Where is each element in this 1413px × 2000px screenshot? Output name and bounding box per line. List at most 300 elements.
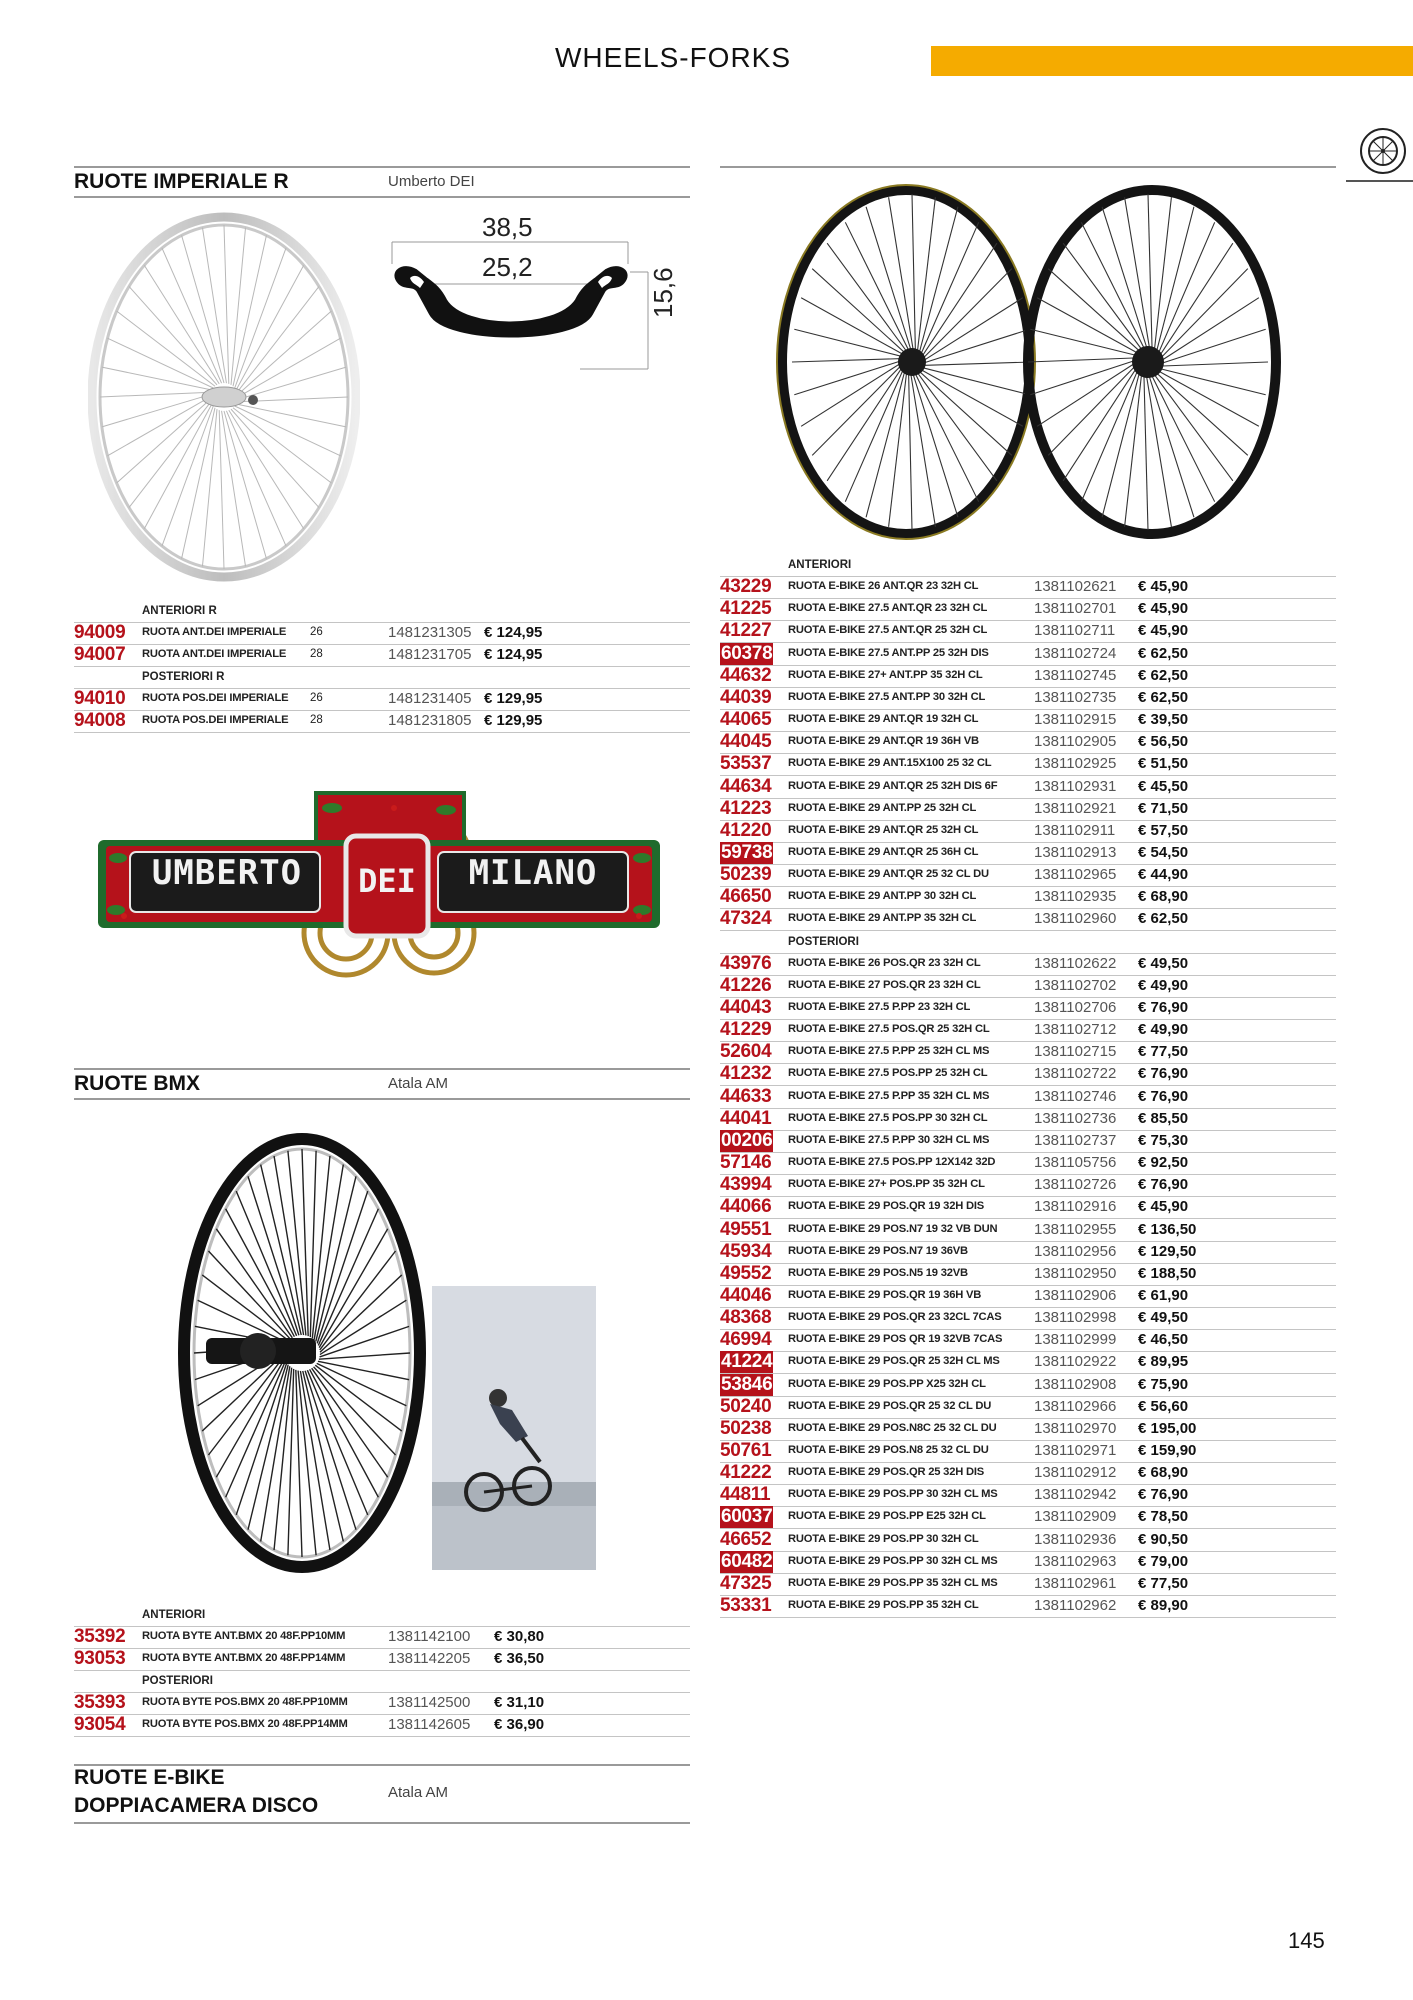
wheel-spoke [129,286,217,384]
article-number: 1381102712 [1034,1021,1117,1039]
article-number: 1481231305 [388,624,472,641]
table-row [720,665,1336,688]
product-code: 60378 [721,642,773,664]
product-description: RUOTA E-BIKE 29 POS.PP 30 32H CL MS [788,1488,998,1501]
table-row [720,1529,1336,1552]
article-number: 1381102906 [1034,1286,1117,1304]
product-price: € 75,30 [1138,1131,1189,1149]
product-code: 49552 [720,1262,772,1284]
product-code: 46652 [720,1528,772,1550]
product-price: € 76,90 [1138,999,1189,1016]
product-price: € 45,90 [1138,600,1189,618]
product-code: 50239 [720,864,772,886]
product-description: RUOTA E-BIKE 29 POS.PP X25 32H CL [788,1377,986,1390]
product-description: RUOTA E-BIKE 27.5 POS.PP 30 32H CL [788,1111,988,1124]
bmx-table [74,1604,690,1736]
article-number: 1381102913 [1034,843,1117,861]
product-price: € 89,90 [1138,1597,1189,1615]
product-price: € 195,00 [1138,1419,1197,1437]
product-code: 52604 [720,1041,772,1063]
article-number: 1381102746 [1034,1087,1117,1105]
product-price: € 75,90 [1138,1375,1189,1393]
table-row [720,953,1336,976]
article-number: 1381102962 [1034,1597,1117,1615]
product-description: RUOTA E-BIKE 29 POS.QR 23 32CL 7CAS [788,1311,1002,1324]
product-description: RUOTA POS.DEI IMPERIALE [142,714,289,726]
article-number: 1381102931 [1034,777,1117,795]
ebike-table [720,554,1336,1617]
product-code: 60482 [721,1550,773,1572]
wheel-spoke [1148,194,1152,351]
article-number: 1381102950 [1034,1264,1117,1282]
product-price: € 68,90 [1138,1464,1189,1482]
page-title: WHEELS-FORKS [555,42,792,73]
table-row [720,731,1336,754]
product-code: 44041 [720,1107,772,1129]
wheel-spoke [117,311,215,386]
wheel-spoke [910,372,935,527]
table-row [720,1285,1336,1308]
product-price: € 46,50 [1138,1331,1189,1349]
product-price: € 51,50 [1138,755,1189,773]
article-number: 1481231405 [388,690,472,707]
product-code: 44633 [720,1085,772,1107]
page-number: 145 [1288,1928,1325,1953]
product-price: € 76,90 [1138,1087,1189,1105]
product-description: RUOTA E-BIKE 29 POS.QR 25 32H CL MS [788,1355,1000,1368]
article-number: 1381142205 [388,1650,471,1667]
wheel-spoke [889,371,907,527]
brand-imperiale: Umberto DEI [388,173,475,190]
wheel-spoke [310,1369,379,1497]
product-price: € 44,90 [1138,866,1189,884]
article-number: 1381102965 [1034,866,1117,884]
imperiale-table [74,600,690,732]
wheel-spoke [182,235,224,383]
product-description: RUOTA E-BIKE 29 POS.QR 25 32 CL DU [788,1399,992,1412]
article-number: 1381105756 [1034,1154,1117,1172]
article-number: 1381102970 [1034,1419,1117,1437]
table-row [720,886,1336,909]
product-code: 41224 [721,1351,773,1373]
article-number: 1381102963 [1034,1552,1117,1570]
product-description: RUOTA E-BIKE 29 POS.N8 25 32 CL DU [788,1444,989,1456]
wheel-spoke [314,1367,396,1455]
product-description: RUOTA E-BIKE 29 POS.QR 19 32H DIS [788,1200,985,1213]
product-code: 44632 [720,664,772,686]
product-code: 41225 [720,598,772,620]
article-number: 1381102925 [1034,755,1117,773]
product-code: 44066 [720,1196,772,1218]
product-price: € 36,90 [494,1716,545,1733]
table-row [720,1241,1336,1264]
group-label [74,1670,690,1693]
section-divider [74,166,690,168]
wheel-spoke [889,197,914,352]
product-code: 00206 [721,1129,773,1151]
product-price: € 62,50 [1138,910,1189,928]
wheel-spoke [238,338,341,397]
wheel-spoke [1125,197,1150,350]
product-code: 43976 [720,952,772,974]
product-price: € 39,50 [1138,711,1189,729]
product-code: 41227 [720,620,772,642]
product-description: RUOTA E-BIKE 27 POS.QR 23 32H CL [788,978,981,991]
article-number: 1381102966 [1034,1397,1117,1415]
product-price: € 76,90 [1138,1176,1189,1194]
article-number: 1381102737 [1034,1131,1117,1149]
product-code: 44811 [720,1484,771,1506]
product-price: € 61,90 [1138,1286,1189,1304]
wheel-spoke [921,367,1030,395]
table-row [720,997,1336,1020]
product-price: € 78,50 [1138,1508,1189,1526]
product-description: RUOTA E-BIKE 27.5 ANT.QR 23 32H CL [788,602,988,615]
wheel-spoke [921,243,997,358]
product-code: 44045 [720,731,772,753]
wheel-spoke [312,1368,388,1477]
wheel-spoke [319,1353,410,1359]
wheel-spoke [1155,372,1248,456]
article-number: 1381102915 [1034,711,1117,729]
product-price: € 124,95 [484,646,543,663]
article-number: 1381102998 [1034,1309,1117,1327]
article-number: 1381102956 [1034,1242,1117,1260]
product-code: 59738 [721,841,773,863]
product-price: € 129,50 [1138,1242,1197,1260]
table-row [720,1551,1336,1574]
wheel-spoke [912,372,957,517]
wheel-spoke [922,269,1012,360]
product-price: € 36,50 [494,1650,545,1667]
product-code: 53846 [721,1373,773,1395]
product-price: € 90,50 [1138,1530,1189,1548]
logo-word-dei: DEI [358,862,416,900]
table-row [74,1714,690,1737]
product-code: 53537 [720,753,772,775]
table-row [720,842,1336,865]
table-row [720,620,1336,643]
group-label [720,554,1336,577]
section-title-ebike-line1: RUOTE E-BIKE [74,1766,225,1789]
product-description: RUOTA E-BIKE 26 POS.QR 23 32H CL [788,956,981,969]
wheel-spoke [1048,269,1141,353]
table-row [720,1462,1336,1485]
product-code: 44043 [720,997,772,1018]
product-description: RUOTA E-BIKE 29 ANT.QR 25 36H CL [788,845,979,858]
product-description: RUOTA BYTE POS.BMX 20 48F.PP10MM [142,1696,348,1708]
table-row [720,1041,1336,1064]
article-number: 1381102999 [1034,1331,1117,1349]
wheel-spoke [235,248,286,388]
product-price: € 89,95 [1138,1353,1189,1371]
table-row [74,644,690,667]
article-number: 1481231805 [388,712,472,729]
product-code: 50238 [720,1417,772,1439]
wheel-spoke [1030,329,1137,356]
wheel-spoke [102,395,210,427]
table-row [720,1329,1336,1352]
product-description: RUOTA E-BIKE 29 POS.N7 19 36VB [788,1244,968,1257]
product-price: € 56,60 [1138,1397,1189,1415]
product-description: RUOTA E-BIKE 29 POS.PP 35 32H CL [788,1599,979,1612]
product-description: RUOTA BYTE POS.BMX 20 48F.PP14MM [142,1718,348,1730]
table-row [720,1130,1336,1153]
group-label-text: ANTERIORI [788,559,852,571]
product-code: 43994 [720,1174,772,1196]
product-description: RUOTA E-BIKE 29 POS.N5 19 32VB [788,1266,968,1279]
wheel-spoke [117,399,211,483]
wheel-spoke [320,1326,410,1357]
wheel-spoke [233,408,331,483]
product-price: € 159,90 [1138,1442,1197,1459]
product-code: 93053 [74,1648,126,1669]
rim-outer-width: 38,5 [482,212,533,242]
table-row [720,864,1336,887]
product-code: 45934 [720,1240,772,1262]
wheel-spoke [202,228,226,384]
wheel-spoke [238,311,332,395]
table-row [74,1692,690,1715]
table-row [720,1484,1336,1507]
wheel-spoke [922,329,1030,363]
product-description: RUOTA E-BIKE 27.5 P.PP 23 32H CL [788,1001,971,1013]
article-number: 1381102711 [1034,622,1116,640]
product-description: RUOTA E-BIKE 29 POS.QR 19 36H VB [788,1288,982,1301]
product-price: € 45,90 [1138,622,1189,640]
table-row [74,710,690,733]
article-number: 1381102706 [1034,999,1117,1016]
wheel-spoke [236,404,346,427]
table-row [74,1626,690,1649]
wheel-spoke [222,411,246,567]
product-price: € 188,50 [1138,1264,1197,1282]
article-number: 1381102726 [1034,1176,1117,1194]
wheel-size: 28 [310,714,323,726]
section-divider [720,166,1336,168]
product-price: € 57,50 [1138,821,1189,839]
product-price: € 129,95 [484,712,543,729]
product-code: 94009 [74,622,126,643]
product-code: 41222 [720,1462,772,1484]
section-divider [74,196,690,198]
wheel-spoke [917,197,935,353]
wheel-size: 26 [310,626,323,638]
table-row [720,709,1336,732]
group-label [720,931,1336,954]
table-row [720,975,1336,998]
ebike-wheels-image [770,180,1290,545]
product-price: € 129,95 [484,690,543,707]
table-row [720,1506,1336,1529]
wheel-spoke [827,243,908,353]
wheel-spoke [237,286,319,392]
product-description: RUOTA E-BIKE 29 ANT.PP 30 32H CL [788,890,977,903]
product-code: 49551 [720,1218,772,1240]
product-price: € 49,90 [1138,976,1189,994]
section-divider [74,1822,690,1824]
product-code: 44065 [720,709,772,731]
bmx-wheel-image [166,1130,426,1581]
wheel-spoke [1028,358,1137,362]
wheel-spoke [1159,362,1268,366]
product-description: RUOTA E-BIKE 27.5 P.PP 25 32H CL MS [788,1045,990,1058]
article-number: 1381102908 [1034,1375,1117,1393]
wheel-spoke [231,409,319,507]
article-number: 1381102702 [1034,976,1117,994]
article-number: 1381102621 [1034,578,1117,596]
product-code: 44634 [720,775,772,797]
product-price: € 124,95 [484,624,543,641]
section-title-bmx: RUOTE BMX [74,1072,200,1095]
product-description: RUOTA POS.DEI IMPERIALE [142,692,289,704]
group-label [74,666,690,689]
wheel-spoke [912,194,915,353]
product-code: 46994 [720,1329,772,1351]
table-row [720,1573,1336,1596]
product-description: RUOTA E-BIKE 26 ANT.QR 23 32H CL [788,580,979,593]
wheel-spoke [1030,360,1136,395]
product-code: 47325 [720,1572,772,1594]
wheel-spoke [261,1165,302,1335]
wheel-spoke [792,359,903,362]
product-price: € 56,50 [1138,733,1189,751]
wheel-size: 26 [310,692,323,704]
article-number: 1381142100 [388,1628,471,1645]
product-code: 43229 [720,576,772,598]
product-code: 48368 [720,1307,772,1329]
table-row [720,1196,1336,1219]
wheel-spoke [920,222,979,356]
logo-word-milano: MILANO [468,853,598,893]
product-code: 46650 [720,886,772,908]
article-number: 1381102960 [1034,910,1117,928]
wheel-spoke [909,371,912,530]
product-description: RUOTA E-BIKE 29 ANT.QR 19 32H CL [788,713,979,726]
wheel-spoke [916,371,997,481]
section-title-imperiale: RUOTE IMPERIALE R [74,170,289,193]
wheel-spoke [144,265,219,384]
product-description: RUOTA E-BIKE 27.5 P.PP 30 32H CL MS [788,1133,990,1146]
product-code: 35393 [74,1692,126,1713]
product-price: € 77,50 [1138,1574,1189,1592]
table-row [720,1108,1336,1131]
product-code: 41226 [720,974,772,996]
product-description: RUOTA E-BIKE 27.5 POS.PP 12X142 32D [788,1156,996,1169]
table-row [720,598,1336,621]
product-code: 60037 [721,1506,773,1528]
product-code: 94010 [74,688,126,709]
wheel-spoke [1158,368,1265,395]
article-number: 1381102715 [1034,1043,1117,1061]
product-description: RUOTA BYTE ANT.BMX 20 48F.PP10MM [142,1630,346,1642]
table-row [720,1440,1336,1463]
section-title-ebike-line2: DOPPIACAMERA DISCO [74,1794,319,1817]
product-description: RUOTA E-BIKE 29 POS.PP 35 32H CL MS [788,1576,998,1589]
wheel-spoke [316,1176,356,1341]
product-description: RUOTA E-BIKE 29 POS.N7 19 32 VB DUN [788,1222,998,1235]
product-price: € 49,90 [1138,1021,1189,1039]
product-description: RUOTA E-BIKE 29 ANT.QR 25 32H DIS 6F [788,779,998,792]
table-row [720,1019,1336,1042]
article-number: 1381102911 [1034,821,1116,839]
product-code: 41232 [720,1063,772,1085]
product-code: 41223 [720,797,772,819]
wheel-spoke [812,364,902,455]
group-label-text: POSTERIORI [788,935,859,948]
wheel-spoke [216,1229,292,1338]
product-code: 57146 [720,1152,772,1174]
article-number: 1381102916 [1034,1198,1117,1216]
product-price: € 79,00 [1138,1552,1189,1570]
article-number: 1381102961 [1034,1574,1117,1592]
article-number: 1381102909 [1034,1508,1117,1526]
badge-divider [1346,180,1413,182]
wheel-spoke [794,329,903,357]
product-price: € 77,50 [1138,1043,1189,1061]
product-description: RUOTA E-BIKE 27+ ANT.PP 35 32H CL [788,668,983,681]
table-row [720,1595,1336,1618]
wheel-spoke [219,410,224,569]
table-row [720,753,1336,776]
product-description: RUOTA ANT.DEI IMPERIALE [142,648,287,660]
product-description: RUOTA E-BIKE 29 ANT.QR 25 32H CL [788,823,979,836]
product-description: RUOTA E-BIKE 27.5 ANT.QR 25 32H CL [788,624,988,637]
header-accent-bar [931,46,1413,76]
article-number: 1381102745 [1034,666,1117,684]
product-price: € 71,50 [1138,799,1189,817]
rim-height: 15,6 [648,267,678,318]
product-code: 44046 [720,1284,772,1306]
product-code: 41220 [720,819,772,841]
section-divider [74,1068,690,1070]
group-label-text: ANTERIORI R [142,605,217,617]
article-number: 1381102936 [1034,1530,1117,1548]
wheel-spoke [922,298,1023,362]
table-row [720,908,1336,931]
product-price: € 45,50 [1138,777,1189,795]
product-price: € 45,90 [1138,1198,1189,1216]
wheel-spoke [866,207,911,352]
product-code: 94007 [74,644,126,665]
wheel-spoke [100,392,211,397]
bicycle-wheel-icon [1360,128,1406,174]
rim-inner-width: 25,2 [482,252,533,282]
rim-profile-diagram [380,204,690,389]
table-row [720,798,1336,821]
article-number: 1481231705 [388,646,472,663]
table-row [74,1648,690,1671]
product-description: RUOTA E-BIKE 27.5 ANT.PP 25 32H DIS [788,646,989,659]
logo-word-umberto: UMBERTO [151,853,303,893]
wheel-spoke [845,368,904,502]
product-price: € 62,50 [1138,644,1189,662]
product-code: 50240 [720,1395,772,1417]
wheel-spoke [1160,329,1266,364]
product-price: € 62,50 [1138,666,1189,684]
product-description: RUOTA E-BIKE 29 ANT.QR 25 32 CL DU [788,868,989,881]
product-description: RUOTA E-BIKE 29 POS.QR 25 32H DIS [788,1466,985,1479]
wheel-spoke [102,367,212,390]
article-number: 1381102722 [1034,1065,1117,1083]
wheel-spoke [801,362,902,426]
product-code: 41229 [720,1019,772,1041]
product-description: RUOTA E-BIKE 29 ANT.QR 19 36H VB [788,735,979,748]
table-row [720,1063,1336,1086]
imperiale-wheel-image [88,212,360,587]
product-price: € 136,50 [1138,1220,1197,1238]
article-number: 1381102736 [1034,1109,1117,1127]
